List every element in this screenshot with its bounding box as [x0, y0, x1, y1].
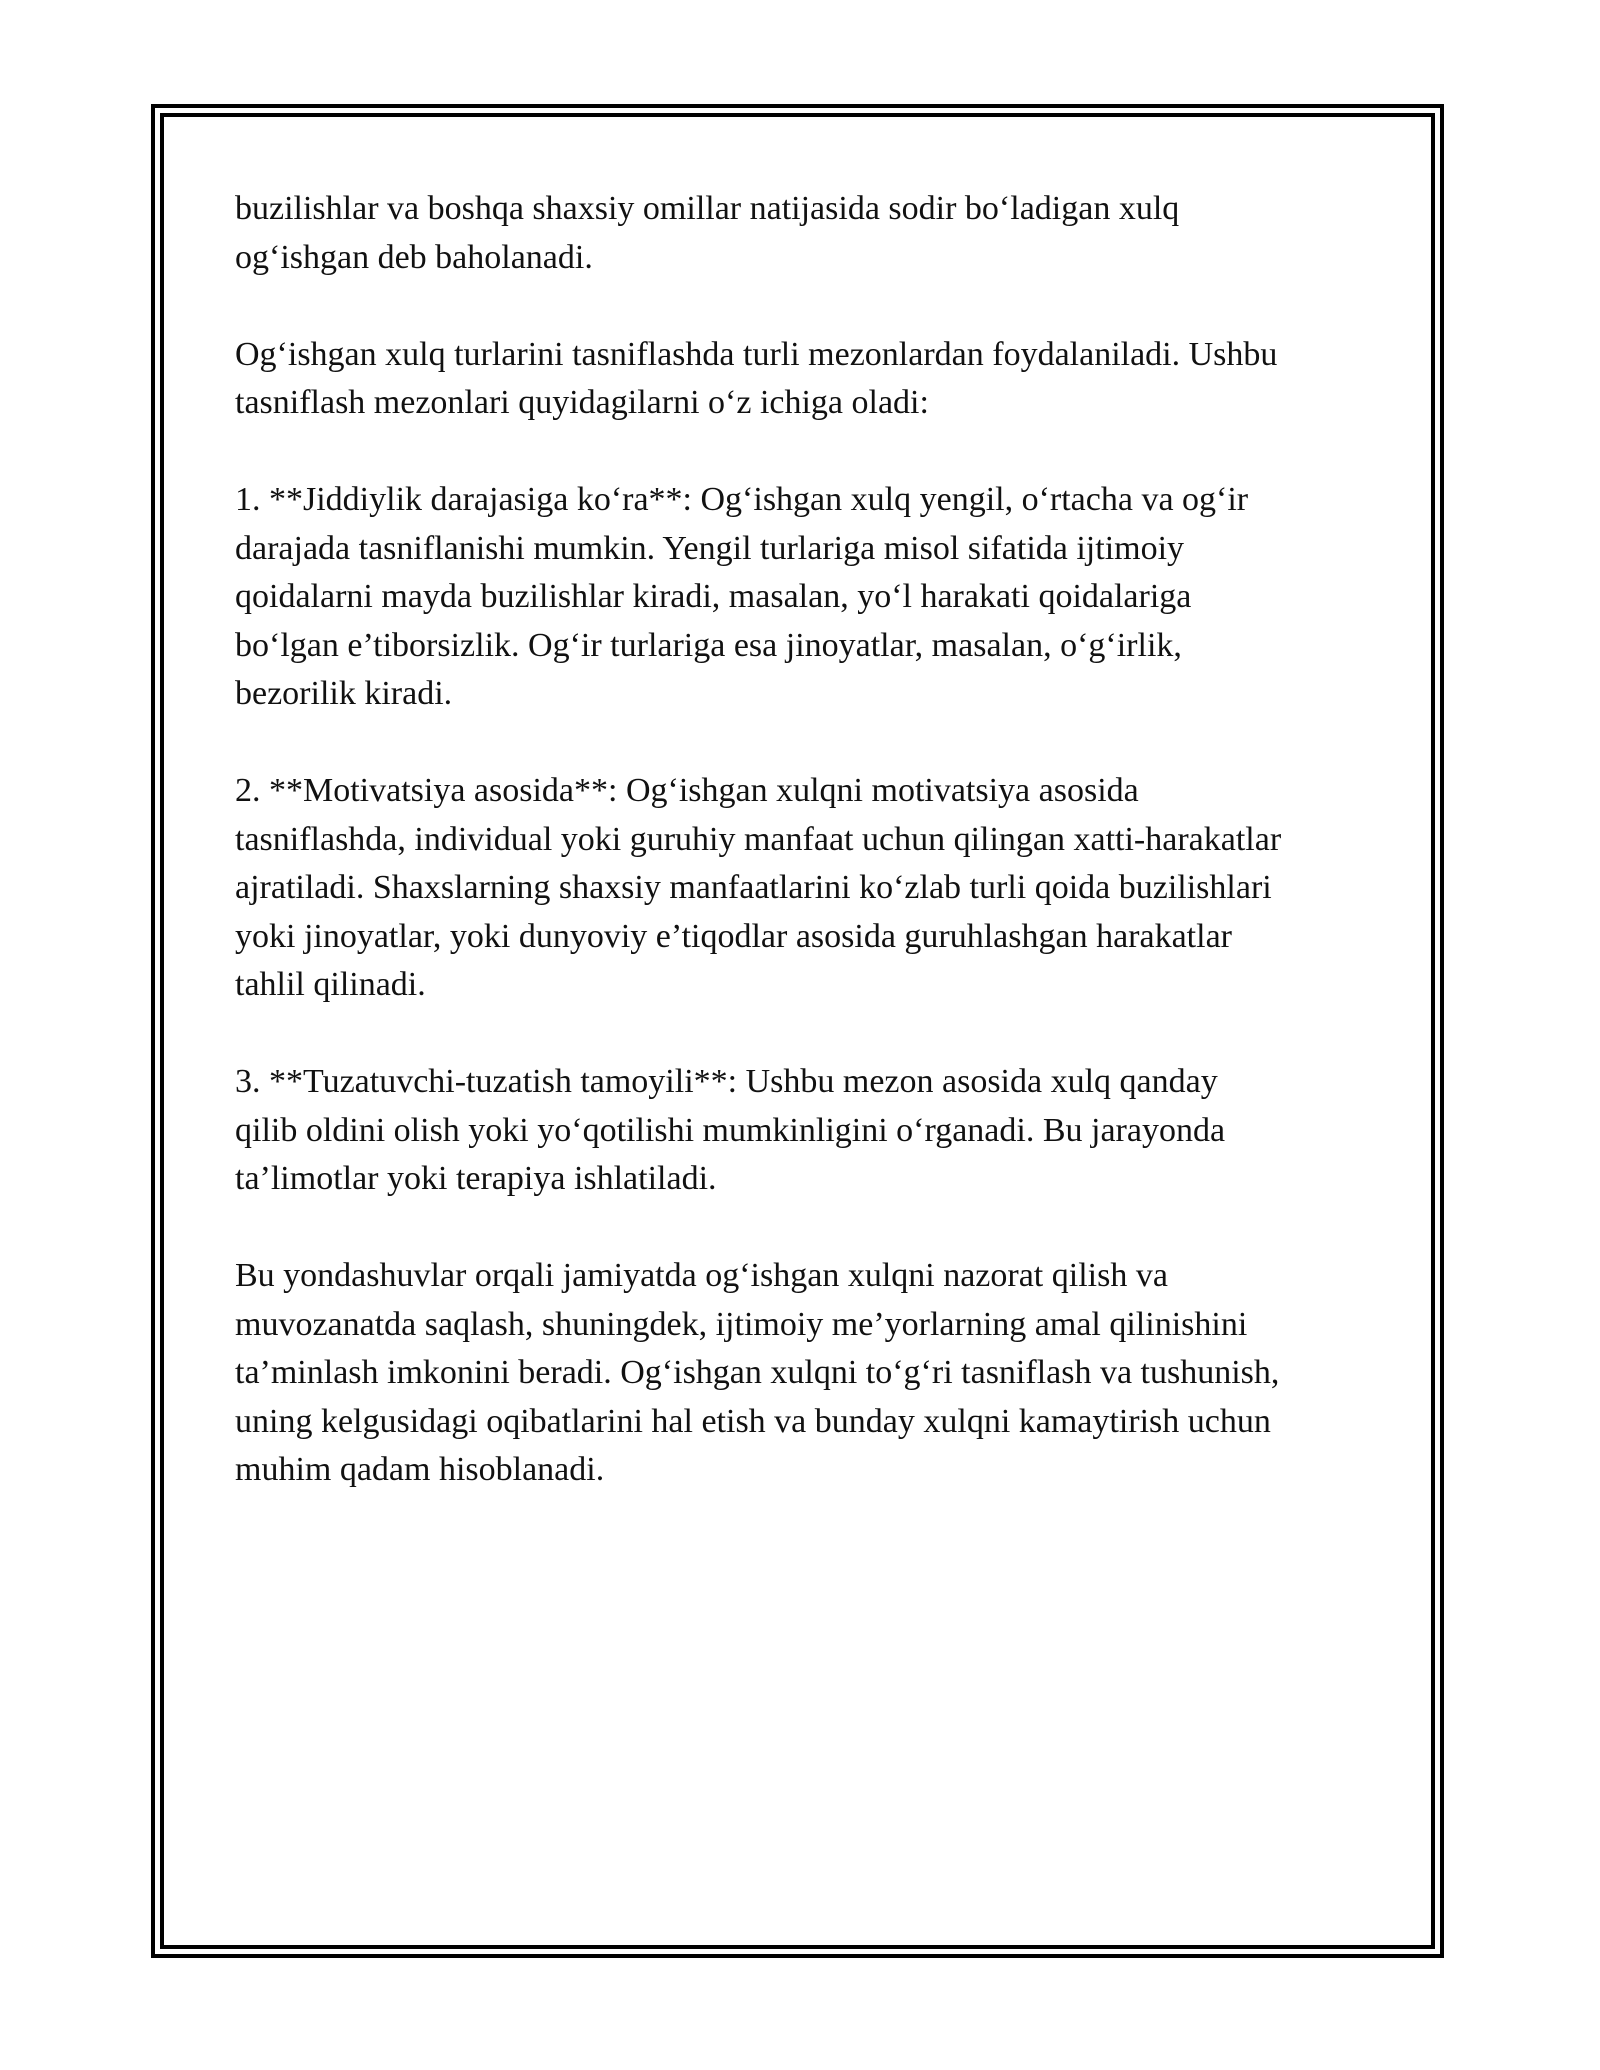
text-line: tasniflash mezonlari quyidagilarni o‘z ichiga oladi: — [235, 384, 929, 421]
paragraph-3 — [235, 476, 1375, 719]
text-line: qoidalarni mayda buzilishlar kiradi, masalan, yo‘l harakati qoidalariga — [235, 578, 1192, 615]
text-line: yoki jinoyatlar, yoki dunyoviy e’tiqodlar asosida guruhlashgan harakatlar — [235, 917, 1232, 955]
paragraph-2 — [235, 331, 1375, 428]
text-line: darajada tasniflanishi mumkin. Yengil turlariga misol sifatida ijtimoiy — [235, 529, 1185, 567]
text-line: Og‘ishgan xulq turlarini tasniflashda turli mezonlardan foydalaniladi. Ushbu — [235, 335, 1278, 373]
text-line: 2. **Motivatsiya asosida**: Og‘ishgan xulqni motivatsiya asosida — [235, 772, 1139, 809]
text-line: 3. **Tuzatuvchi-tuzatish tamoyili**: Ushbu mezon asosida xulq qanday — [235, 1063, 1218, 1100]
text-line: ajratiladi. Shaxslarning shaxsiy manfaatlarini ko‘zlab turli qoida buzilishlari — [235, 869, 1272, 906]
paragraph-6 — [235, 1252, 1375, 1495]
text-line: ta’limotlar yoki terapiya ishlatiladi. — [235, 1160, 717, 1197]
text-line: muhim qadam hisoblanadi. — [235, 1451, 605, 1488]
paragraph-4 — [235, 767, 1375, 1010]
text-line: 1. **Jiddiylik darajasiga ko‘ra**: Og‘ishgan xulq yengil, o‘rtacha va og‘ir — [235, 481, 1249, 518]
text-line: og‘ishgan deb baholanadi. — [235, 238, 593, 276]
text-line: tasniflashda, individual yoki guruhiy manfaat uchun qilingan xatti-harakatlar — [235, 820, 1282, 858]
text-line: muvozanatda saqlash, shuningdek, ijtimoiy me’yorlarning amal qilinishini — [235, 1305, 1248, 1343]
text-line: buzilishlar va boshqa shaxsiy omillar natijasida sodir bo‘ladigan xulq — [235, 190, 1180, 227]
text-line: bo‘lgan e’tiborsizlik. Og‘ir turlariga esa jinoyatlar, masalan, o‘g‘irlik, — [235, 626, 1182, 664]
document-body — [235, 185, 1375, 1543]
text-line: bezorilik kiradi. — [235, 675, 453, 712]
paragraph-5 — [235, 1058, 1375, 1204]
text-line: uning kelgusidagi oqibatlarini hal etish va bunday xulqni kamaytirish uchun — [235, 1402, 1271, 1440]
text-line: tahlil qilinadi. — [235, 966, 426, 1003]
text-line: qilib oldini olish yoki yo‘qotilishi mumkinligini o‘rganadi. Bu jarayonda — [235, 1111, 1226, 1149]
text-line: ta’minlash imkonini beradi. Og‘ishgan xulqni to‘g‘ri tasniflash va tushunish, — [235, 1354, 1280, 1391]
text-line: Bu yondashuvlar orqali jamiyatda og‘ishgan xulqni nazorat qilish va — [235, 1257, 1168, 1294]
paragraph-1 — [235, 185, 1375, 282]
